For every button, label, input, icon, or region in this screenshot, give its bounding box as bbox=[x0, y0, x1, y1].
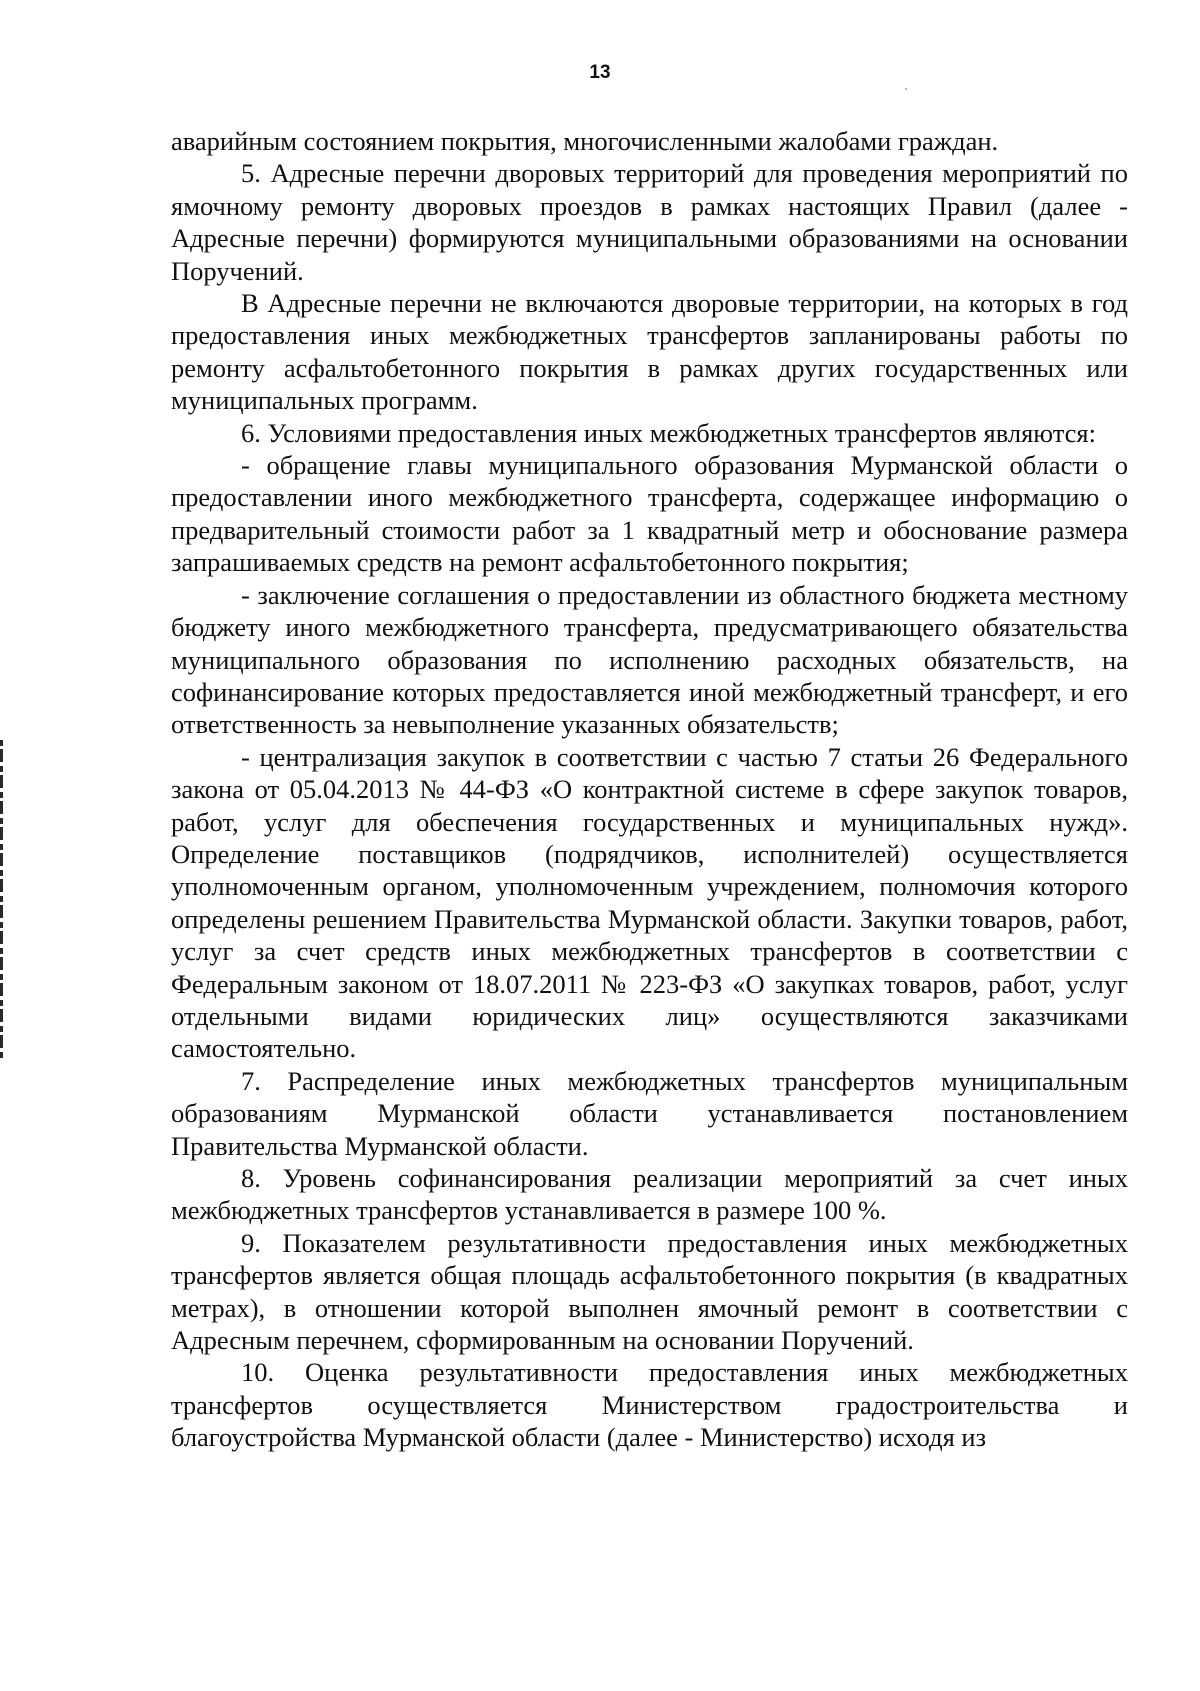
scan-edge-marks bbox=[0, 740, 3, 1060]
paragraph-item-10: 10. Оценка результативности предоставления иных межбюджетных трансфертов осуществляется Министерством градостроительства и благоустройства Мурманской области (далее - Министерство) исходя из bbox=[171, 1357, 1128, 1453]
paragraph-item-8: 8. Уровень софинансирования реализации мероприятий за счет иных межбюджетных трансфертов устанавливается в размере 100 %. bbox=[171, 1163, 1128, 1226]
paragraph-exclusions: В Адресные перечни не включаются дворовые территории, на которых в год предоставления иных межбюджетных трансфертов запланированы работы по ремонту асфальтобетонного покрытия в рамках других государственных или муниципальных программ. bbox=[171, 288, 1128, 416]
paragraph-item-9: 9. Показателем результативности предоставления иных межбюджетных трансфертов является общая площадь асфальтобетонного покрытия (в квадратных метрах), в отношении которой выполнен ямочный ремонт в соответствии с Адресным перечнем, сформированным на основании Поручений. bbox=[171, 1227, 1128, 1356]
paragraph-condition-request: - обращение главы муниципального образования Мурманской области о предоставлении иного межбюджетного трансферта, содержащее информацию о предварительный стоимости работ за 1 квадратный метр и обоснование размера запрашиваемых средств на ремонт асфальтобетонного покрытия; bbox=[171, 450, 1128, 578]
paragraph-condition-agreement: - заключение соглашения о предоставлении из областного бюджета местному бюджету иного межбюджетного трансферта, предусматривающего обязательства муниципального образования по исполнению расходных обязательств, на софинансирование которых предоставляется иной межбюджетный трансферт, и его ответственность за невыполнение указанных обязательств; bbox=[171, 579, 1128, 740]
paragraph-continuation: аварийным состоянием покрытия, многочисленными жалобами граждан. bbox=[171, 126, 999, 156]
paragraph-item-5: 5. Адресные перечни дворовых территорий для проведения мероприятий по ямочному ремонту дворовых проездов в рамках настоящих Правил (далее - Адресные перечни) формируются муниципальными образованиями на основании Поручений. bbox=[171, 158, 1128, 286]
page-number: 13 bbox=[589, 62, 611, 83]
paragraph-condition-procurement: - централизация закупок в соответствии с частью 7 статьи 26 Федерального закона от 05.04.2013 № 44-ФЗ «О контрактной системе в сфере закупок товаров, работ, услуг для обеспечения государственных и муниципальных нужд». Определение поставщиков (подрядчиков, исполнителей) осуществляется уполномоченным органом, уполномоченным учреждением, полномочия которого определены решением Правительства Мурманской области. Закупки товаров, работ, услуг за счет средств иных межбюджетных трансфертов в соответствии с Федеральным законом от 18.07.2011 № 223-ФЗ «О закупках товаров, работ, услуг отдельными видами юридических лиц» осуществляются заказчиками самостоятельно. bbox=[171, 741, 1128, 1064]
scan-artifact bbox=[905, 88, 907, 90]
paragraph-item-7: 7. Распределение иных межбюджетных трансфертов муниципальным образованиям Мурманской области устанавливается постановлением Правительства Мурманской области. bbox=[171, 1065, 1128, 1161]
document-body bbox=[171, 125, 1128, 1454]
paragraph-item-6: 6. Условиями предоставления иных межбюджетных трансфертов являются: bbox=[241, 417, 1096, 448]
